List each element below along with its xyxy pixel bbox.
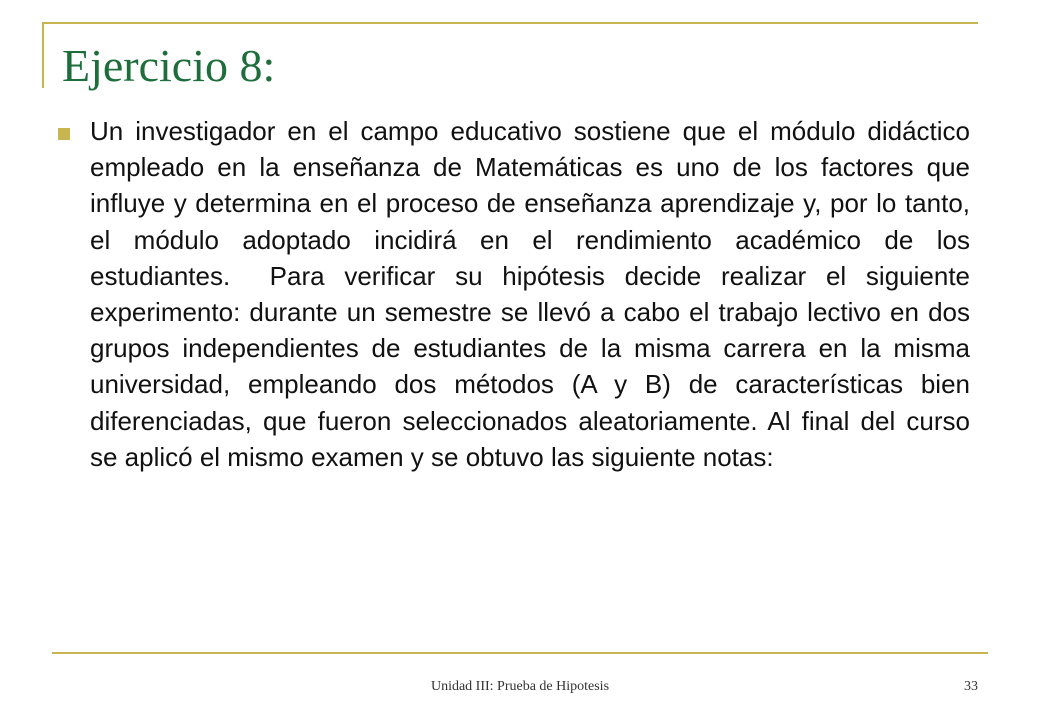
slide-title: Ejercicio 8: xyxy=(62,40,276,91)
bullet-text: Un investigador en el campo educativo sostiene que el módulo didáctico empleado en la enseñanza de Matemáticas es uno de los factores que influye y determina en el proceso de enseñanza aprendizaje y, por lo tanto, el módulo adoptado incidirá en el rendimiento académico de los estudiantes. Para verificar su hipótesis decide realizar el siguiente experimento: durante un semestre se llevó a cabo el trabajo lectivo en dos grupos independientes de estudiantes de la misma carrera en la misma universidad, empleando dos métodos (A y B) de características bien diferenciadas, que fueron seleccionados aleatoriamente. Al final del curso se aplicó el mismo examen y se obtuvo las siguiente notas: xyxy=(90,116,978,472)
footer-divider xyxy=(52,652,988,654)
top-border-line xyxy=(42,22,978,24)
square-bullet-icon xyxy=(58,128,70,140)
page-number: 33 xyxy=(964,679,978,694)
left-border-line xyxy=(42,22,44,88)
footer-label: Unidad III: Prueba de Hipotesis xyxy=(430,679,610,694)
